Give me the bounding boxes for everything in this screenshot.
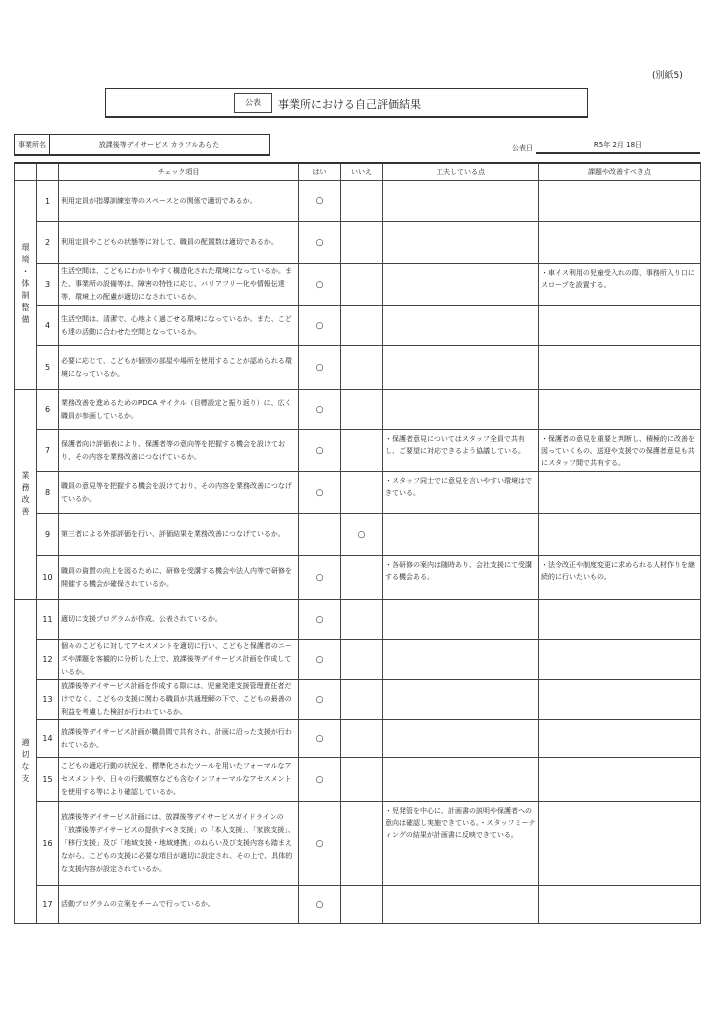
yes-mark: ○ xyxy=(299,430,341,472)
title-box xyxy=(105,88,588,118)
table-header-row xyxy=(15,163,701,181)
effort-note xyxy=(383,640,539,680)
effort-note: ・保護者意見についてはスタッフ全員で共有し、ご要望に対応できるよう協議している。 xyxy=(383,430,539,472)
row-number: 3 xyxy=(37,264,59,306)
header-number xyxy=(37,163,59,181)
effort-note: ・児発管を中心に、計画書の説明や保護者への意向は確認し実施できている。・スタッフミーティングの結果が計画書に反映できている。 xyxy=(383,802,539,886)
effort-note xyxy=(383,222,539,264)
issue-note xyxy=(539,758,701,802)
table-row xyxy=(15,222,701,264)
yes-mark: ○ xyxy=(299,222,341,264)
issue-note xyxy=(539,640,701,680)
no-mark xyxy=(341,600,383,640)
category-label: 環境・体制整備 xyxy=(15,181,37,390)
effort-note xyxy=(383,600,539,640)
check-item: 保護者向け評価表により、保護者等の意向等を把握する機会を設けており、その内容を業務改善につなげているか。 xyxy=(59,430,299,472)
check-item: 利用定員やこどもの状態等に対して、職員の配置数は適切であるか。 xyxy=(59,222,299,264)
category-label: 業務改善 xyxy=(15,390,37,600)
table-row xyxy=(15,720,701,758)
table-row xyxy=(15,514,701,556)
header-check-item: チェック項目 xyxy=(59,163,299,181)
row-number: 1 xyxy=(37,181,59,222)
header-yes: はい xyxy=(299,163,341,181)
effort-note: ・各研修の案内は随時あり、会社支援にて受講する機会ある。 xyxy=(383,556,539,600)
issue-note xyxy=(539,802,701,886)
no-mark xyxy=(341,758,383,802)
issue-note: ・車イス利用の児童受入れの際、事務所入り口にスロープを設置する。 xyxy=(539,264,701,306)
check-item: 個々のこどもに対してアセスメントを適切に行い、こどもと保護者のニーズや課題を客観的に分析した上で、放課後等デイサービス計画を作成しているか。 xyxy=(59,640,299,680)
yes-mark: ○ xyxy=(299,472,341,514)
row-number: 12 xyxy=(37,640,59,680)
yes-mark: ○ xyxy=(299,720,341,758)
row-number: 4 xyxy=(37,306,59,346)
row-number: 13 xyxy=(37,680,59,720)
no-mark xyxy=(341,306,383,346)
effort-note xyxy=(383,514,539,556)
table-row xyxy=(15,430,701,472)
no-mark xyxy=(341,720,383,758)
no-mark xyxy=(341,346,383,390)
issue-note xyxy=(539,600,701,640)
issue-note xyxy=(539,222,701,264)
check-item: 放課後等デイサービス計画には、放課後等デイサービスガイドラインの「放課後等デイサービスの提供すべき支援」の「本人支援」、「家族支援」、「移行支援」及び「地域支援・地域連携」のねらい及び支援内容も踏まえながら、こどもの支援に必要な項目が適切に設定され、その上で、具体的な支援内容が設定されているか。 xyxy=(59,802,299,886)
check-item: 職員の資質の向上を図るために、研修を受講する機会や法人内等で研修を開催する機会が確保されているか。 xyxy=(59,556,299,600)
row-number: 9 xyxy=(37,514,59,556)
issue-note xyxy=(539,514,701,556)
yes-mark: ○ xyxy=(299,640,341,680)
table-row xyxy=(15,640,701,680)
no-mark xyxy=(341,181,383,222)
table-row xyxy=(15,181,701,222)
header-no: いいえ xyxy=(341,163,383,181)
check-item: 放課後等デイサービス計画を作成する際には、児童発達支援管理責任者だけでなく、こどもの支援に関わる職員が共通理解の下で、こどもの最善の利益を考慮した検討が行われているか。 xyxy=(59,680,299,720)
office-box xyxy=(14,134,270,156)
issue-note xyxy=(539,472,701,514)
check-item: 放課後等デイサービス計画が職員間で共有され、計画に沿った支援が行われているか。 xyxy=(59,720,299,758)
table-row xyxy=(15,802,701,886)
check-item: 生活空間は、こどもにわかりやすく構造化された環境になっているか。また、事業所の設備等は、障害の特性に応じ、バリアフリー化や情報伝達等、環境上の配慮が適切になされているか。 xyxy=(59,264,299,306)
yes-mark: ○ xyxy=(299,346,341,390)
no-mark: ○ xyxy=(341,514,383,556)
publication-date-label: 公表日 xyxy=(512,144,533,152)
header-effort: 工夫している点 xyxy=(383,163,539,181)
table-row xyxy=(15,556,701,600)
table-row xyxy=(15,680,701,720)
table-body xyxy=(15,181,701,924)
row-number: 8 xyxy=(37,472,59,514)
yes-mark: ○ xyxy=(299,600,341,640)
category-label: 適切な支 xyxy=(15,600,37,924)
row-number: 2 xyxy=(37,222,59,264)
check-item: こどもの適応行動の状況を、標準化されたツールを用いたフォーマルなアセスメントや、日々の行動観察なども含むインフォーマルなアセスメントを使用する等により確認しているか。 xyxy=(59,758,299,802)
row-number: 11 xyxy=(37,600,59,640)
table-row xyxy=(15,346,701,390)
no-mark xyxy=(341,802,383,886)
issue-note xyxy=(539,886,701,924)
check-item: 職員の意見等を把握する機会を設けており、その内容を業務改善につなげているか。 xyxy=(59,472,299,514)
effort-note xyxy=(383,886,539,924)
row-number: 16 xyxy=(37,802,59,886)
no-mark xyxy=(341,222,383,264)
check-item: 利用定員が指導訓練室等のスペースとの関係で適切であるか。 xyxy=(59,181,299,222)
publication-tag: 公表 xyxy=(234,93,272,113)
row-number: 7 xyxy=(37,430,59,472)
office-name: 放課後等デイサービス カラフルあらた xyxy=(98,141,220,149)
check-item: 適切に支援プログラムが作成、公表されているか。 xyxy=(59,600,299,640)
check-item: 第三者による外部評価を行い、評価結果を業務改善につなげているか。 xyxy=(59,514,299,556)
table-row xyxy=(15,390,701,430)
table-row xyxy=(15,472,701,514)
issue-note xyxy=(539,680,701,720)
row-number: 15 xyxy=(37,758,59,802)
issue-note xyxy=(539,390,701,430)
row-number: 14 xyxy=(37,720,59,758)
table-row xyxy=(15,264,701,306)
no-mark xyxy=(341,886,383,924)
effort-note xyxy=(383,720,539,758)
effort-note xyxy=(383,264,539,306)
no-mark xyxy=(341,472,383,514)
table-row xyxy=(15,886,701,924)
no-mark xyxy=(341,390,383,430)
page-title: 事業所における自己評価結果 xyxy=(278,98,421,111)
effort-note xyxy=(383,390,539,430)
row-number: 10 xyxy=(37,556,59,600)
no-mark xyxy=(341,680,383,720)
table-row xyxy=(15,600,701,640)
yes-mark: ○ xyxy=(299,556,341,600)
check-item: 業務改善を進めるためのPDCA サイクル（目標設定と振り返り）に、広く職員が参画しているか。 xyxy=(59,390,299,430)
header-category xyxy=(15,163,37,181)
issue-note: ・法令改正や制度変更に求められる人材作りを継続的に行いたいもの。 xyxy=(539,556,701,600)
no-mark xyxy=(341,430,383,472)
issue-note xyxy=(539,181,701,222)
no-mark xyxy=(341,264,383,306)
effort-note xyxy=(383,346,539,390)
row-number: 17 xyxy=(37,886,59,924)
effort-note: ・スタッフ同士でに意見を言いやすい環境はできている。 xyxy=(383,472,539,514)
yes-mark: ○ xyxy=(299,758,341,802)
publication-date: R5年 2月 18日 xyxy=(536,140,700,154)
row-number: 6 xyxy=(37,390,59,430)
check-item: 生活空間は、清潔で、心地よく過ごせる環境になっているか。また、こども達の活動に合わせた空間となっているか。 xyxy=(59,306,299,346)
yes-mark: ○ xyxy=(299,680,341,720)
table-row xyxy=(15,758,701,802)
no-mark xyxy=(341,640,383,680)
header-issue: 課題や改善すべき点 xyxy=(539,163,701,181)
yes-mark xyxy=(299,514,341,556)
table-row xyxy=(15,306,701,346)
yes-mark: ○ xyxy=(299,264,341,306)
check-item: 必要に応じて、こどもが個別の部屋や場所を使用することが認められる環境になっているか。 xyxy=(59,346,299,390)
check-item: 活動プログラムの立案をチームで行っているか。 xyxy=(59,886,299,924)
issue-note: ・保護者の意見を重要と判断し、積極的に改善を図っていくもの。送迎や支援での保護者意見も共にスタッフ間で共有する。 xyxy=(539,430,701,472)
form-number: (別紙5) xyxy=(652,71,683,81)
no-mark xyxy=(341,556,383,600)
yes-mark: ○ xyxy=(299,181,341,222)
issue-note xyxy=(539,306,701,346)
issue-note xyxy=(539,346,701,390)
effort-note xyxy=(383,306,539,346)
office-label: 事業所名 xyxy=(15,135,50,155)
issue-note xyxy=(539,720,701,758)
yes-mark: ○ xyxy=(299,886,341,924)
effort-note xyxy=(383,758,539,802)
yes-mark: ○ xyxy=(299,306,341,346)
yes-mark: ○ xyxy=(299,390,341,430)
yes-mark: ○ xyxy=(299,802,341,886)
effort-note xyxy=(383,680,539,720)
effort-note xyxy=(383,181,539,222)
evaluation-table xyxy=(14,162,701,924)
row-number: 5 xyxy=(37,346,59,390)
